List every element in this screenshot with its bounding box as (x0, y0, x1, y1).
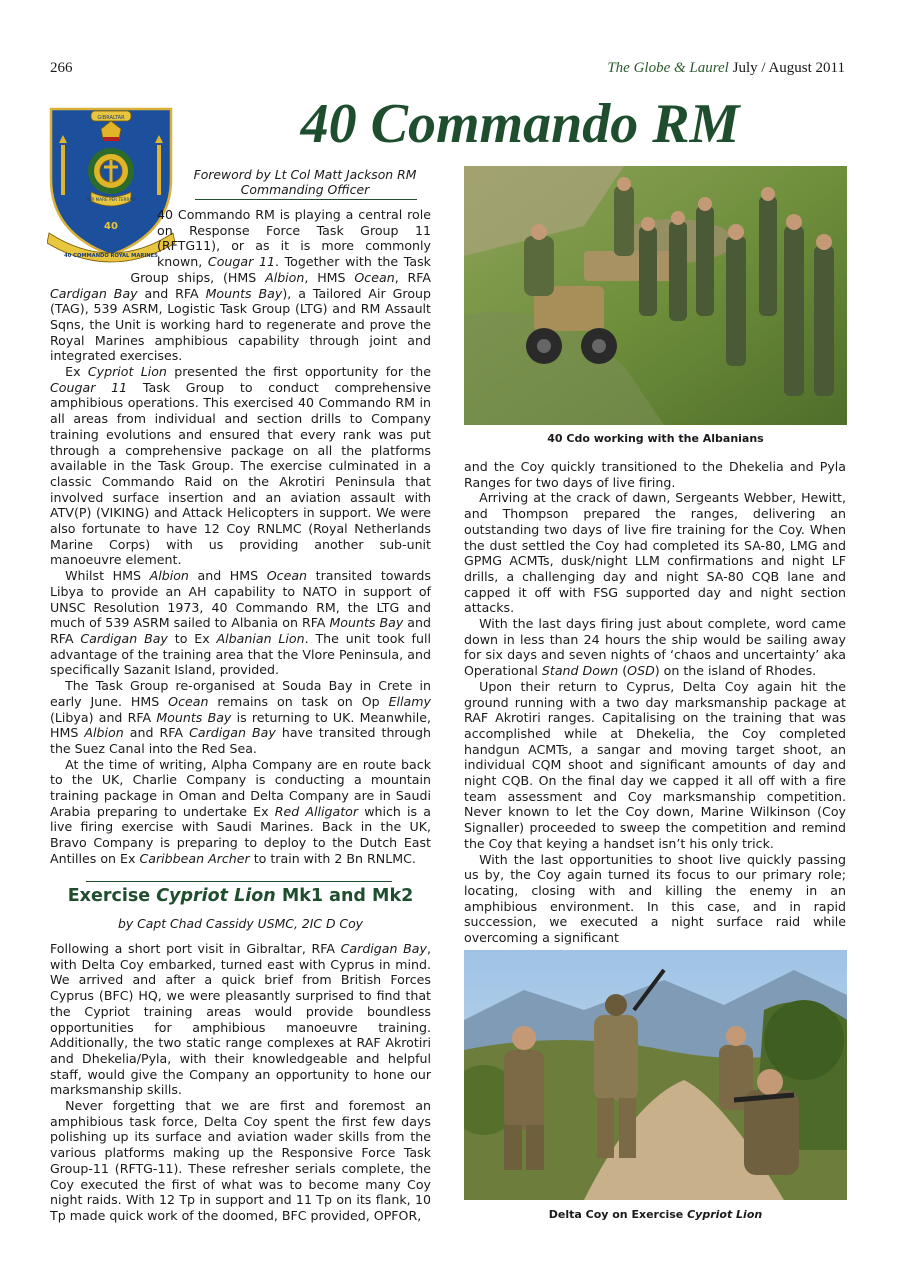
crest-shield-number: 40 (104, 221, 118, 232)
running-header (607, 60, 845, 77)
magazine-name: The Globe & Laurel (607, 60, 729, 76)
issue-date: July / August 2011 (732, 60, 845, 76)
exercise-body-right: and the Coy quickly transitioned to the Dhekelia and Pyla Ranges for two days of live firing. Arriving at the crack of dawn, Sergeants Webber, Hewitt, and Thompson prepared the ranges, delivering an outstanding two days of live fire training for the Coy. When the dust settled the Coy had completed its SA-80, LMG and GPMG ACMTs, dusk/night LLM confirmations and night LF drills, a challenging day and night SA-80 CQB lane and capped it off with FSG supported day and night section attacks. With the last days firing just about complete, word came down in less than 24 hours the ship would be sailing away for six days and seven nights of ‘chaos and uncertainty’ aka Operational Stand Down (OSD) on the island of Rhodes. Upon their return to Cyprus, Delta Coy again hit the ground running with a two day marksmanship package at RAF Akrotiri ranges. Capitalising on the training that was accomplished while at Dhekelia, the Coy completed handgun ACMTs, a sangar and moving target shoot, an individual CQM shoot and significant amounts of day and night CQB. On the final day we capped it all off with a fire team assessment and Coy marksmanship competition. Never known to let the Coy down, Marine Wilkinson (Coy Signaller) proceeded to sweep the competition and remind the Coy that keying a handset isn’t his only trick. With the last opportunities to shoot live quickly passing us by, the Coy again turned its focus to our primary role; locating, closing with and killing the enemy in an amphibious environment. In this case, and in rapid succession, we executed a night surface raid while overcoming a significant (464, 459, 846, 946)
photo2-caption: Delta Coy on Exercise Cypriot Lion (548, 1208, 763, 1221)
foreword-role: Commanding Officer (240, 182, 370, 197)
foreword-body: 40 Commando RM is playing a central role on Response Force Task Group 11 (RFTG11), or as it is more commonly known, Cougar 11. Together with the Task Group ships, (HMS Albion, HMS Ocean, RFA Cardigan Bay and RFA Mounts Bay), a Tailored Air Group (TAG), 539 ASRM, Logistic Task Group (LTG) and RM Assault Sqns, the Unit is working hard to regenerate and prove the Royal Marines amphibious capability through joint and integrated exercises. Ex Cypriot Lion presented the first opportunity for the Cougar 11 Task Group to conduct comprehensive amphibious operations. This exercised 40 Commando RM in all areas from individual and section drills to Company training evolutions and ensured that every rank was put through a comprehensive package on all the platforms available in the Task Group. The exercise culminated in a classic Commando Raid on the Akrotiri Peninsula that involved surface insertion and an aviation assault with ATV(P) (VIKING) and Attack Helicopters in support. We were also fortunate to have 12 Coy RNLMC (Royal Netherlands Marine Corps) with us providing another sub-unit manoeuvre element. Whilst HMS Albion and HMS Ocean transited towards Libya to provide an AH capability to NATO in support of UNSC Resolution 1973, 40 Commando RM, the LTG and much of 539 ASRM sailed to Albania on RFA Mounts Bay and RFA Cardigan Bay to Ex Albanian Lion. The unit took full advantage of the training area that the Vlore Peninsula, and specifically Sazanit Island, provided. The Task Group re-organised at Souda Bay in Crete in early June. HMS Ocean remains on task on Op Ellamy (Libya) and RFA Mounts Bay is returning to UK. Meanwhile, HMS Albion and RFA Cardigan Bay have transited through the Suez Canal into the Red Sea. At the time of writing, Alpha Company are en route back to the UK, Charlie Company is conducting a mountain training package in Oman and Delta Company are in Saudi Arabia preparing to undertake Ex Red Alligator which is a live firing exercise with Saudi Marines. Back in the UK, Bravo Company is preparing to deploy to the Dutch East Antilles on Ex Caribbean Archer to train with 2 Bn RNLMC. (50, 207, 431, 866)
section-title: Exercise Cypriot Lion Mk1 and Mk2 (67, 886, 414, 906)
foreword-heading (180, 167, 430, 197)
page-number: 266 (50, 60, 73, 76)
crest-scroll-motto: PER MARE PER TERRAM (86, 197, 136, 202)
crest-scroll-bottom: 40 COMMANDO ROYAL MARINES (64, 253, 158, 259)
photo1-caption: 40 Cdo working with the Albanians (547, 432, 764, 445)
section-divider (86, 881, 392, 882)
crest-scroll-top: GIBRALTAR (97, 115, 125, 121)
article-title: 40 Commando RM (300, 93, 740, 155)
section-byline: by Capt Chad Cassidy USMC, 2IC D Coy (117, 916, 363, 931)
photo-delta-coy-patrol (464, 950, 847, 1200)
photo-40-cdo-with-albanians (464, 166, 847, 425)
foreword-divider (195, 199, 417, 200)
exercise-body-left: Following a short port visit in Gibraltar, RFA Cardigan Bay, with Delta Coy embarked, turned east with Cyprus in mind. We arrived and after a quick brief from British Forces Cyprus (BFC) HQ, we were pleasantly surprised to find that the Cypriot training areas would provide boundless opportunities for amphibious manoeuvre training. Additionally, the two static range complexes at RAF Akrotiri and Dhekelia/Pyla, with their knowledgeable and helpful staff, would give the Company an opportunity to hone our marksmanship skills. Never forgetting that we are first and foremost an amphibious task force, Delta Coy spent the first few days polishing up its surface and aviation wader skills from the various platforms making up the Responsive Force Task Group-11 (RFTG-11). These refresher serials complete, the Coy executed the first of what was to become many Coy night raids. With 12 Tp in support and 11 Tp on its flank, 10 Tp made quick work of the doomed, BFC provided, OPFOR, (50, 941, 431, 1223)
foreword-author: Foreword by Lt Col Matt Jackson RM (193, 167, 417, 182)
